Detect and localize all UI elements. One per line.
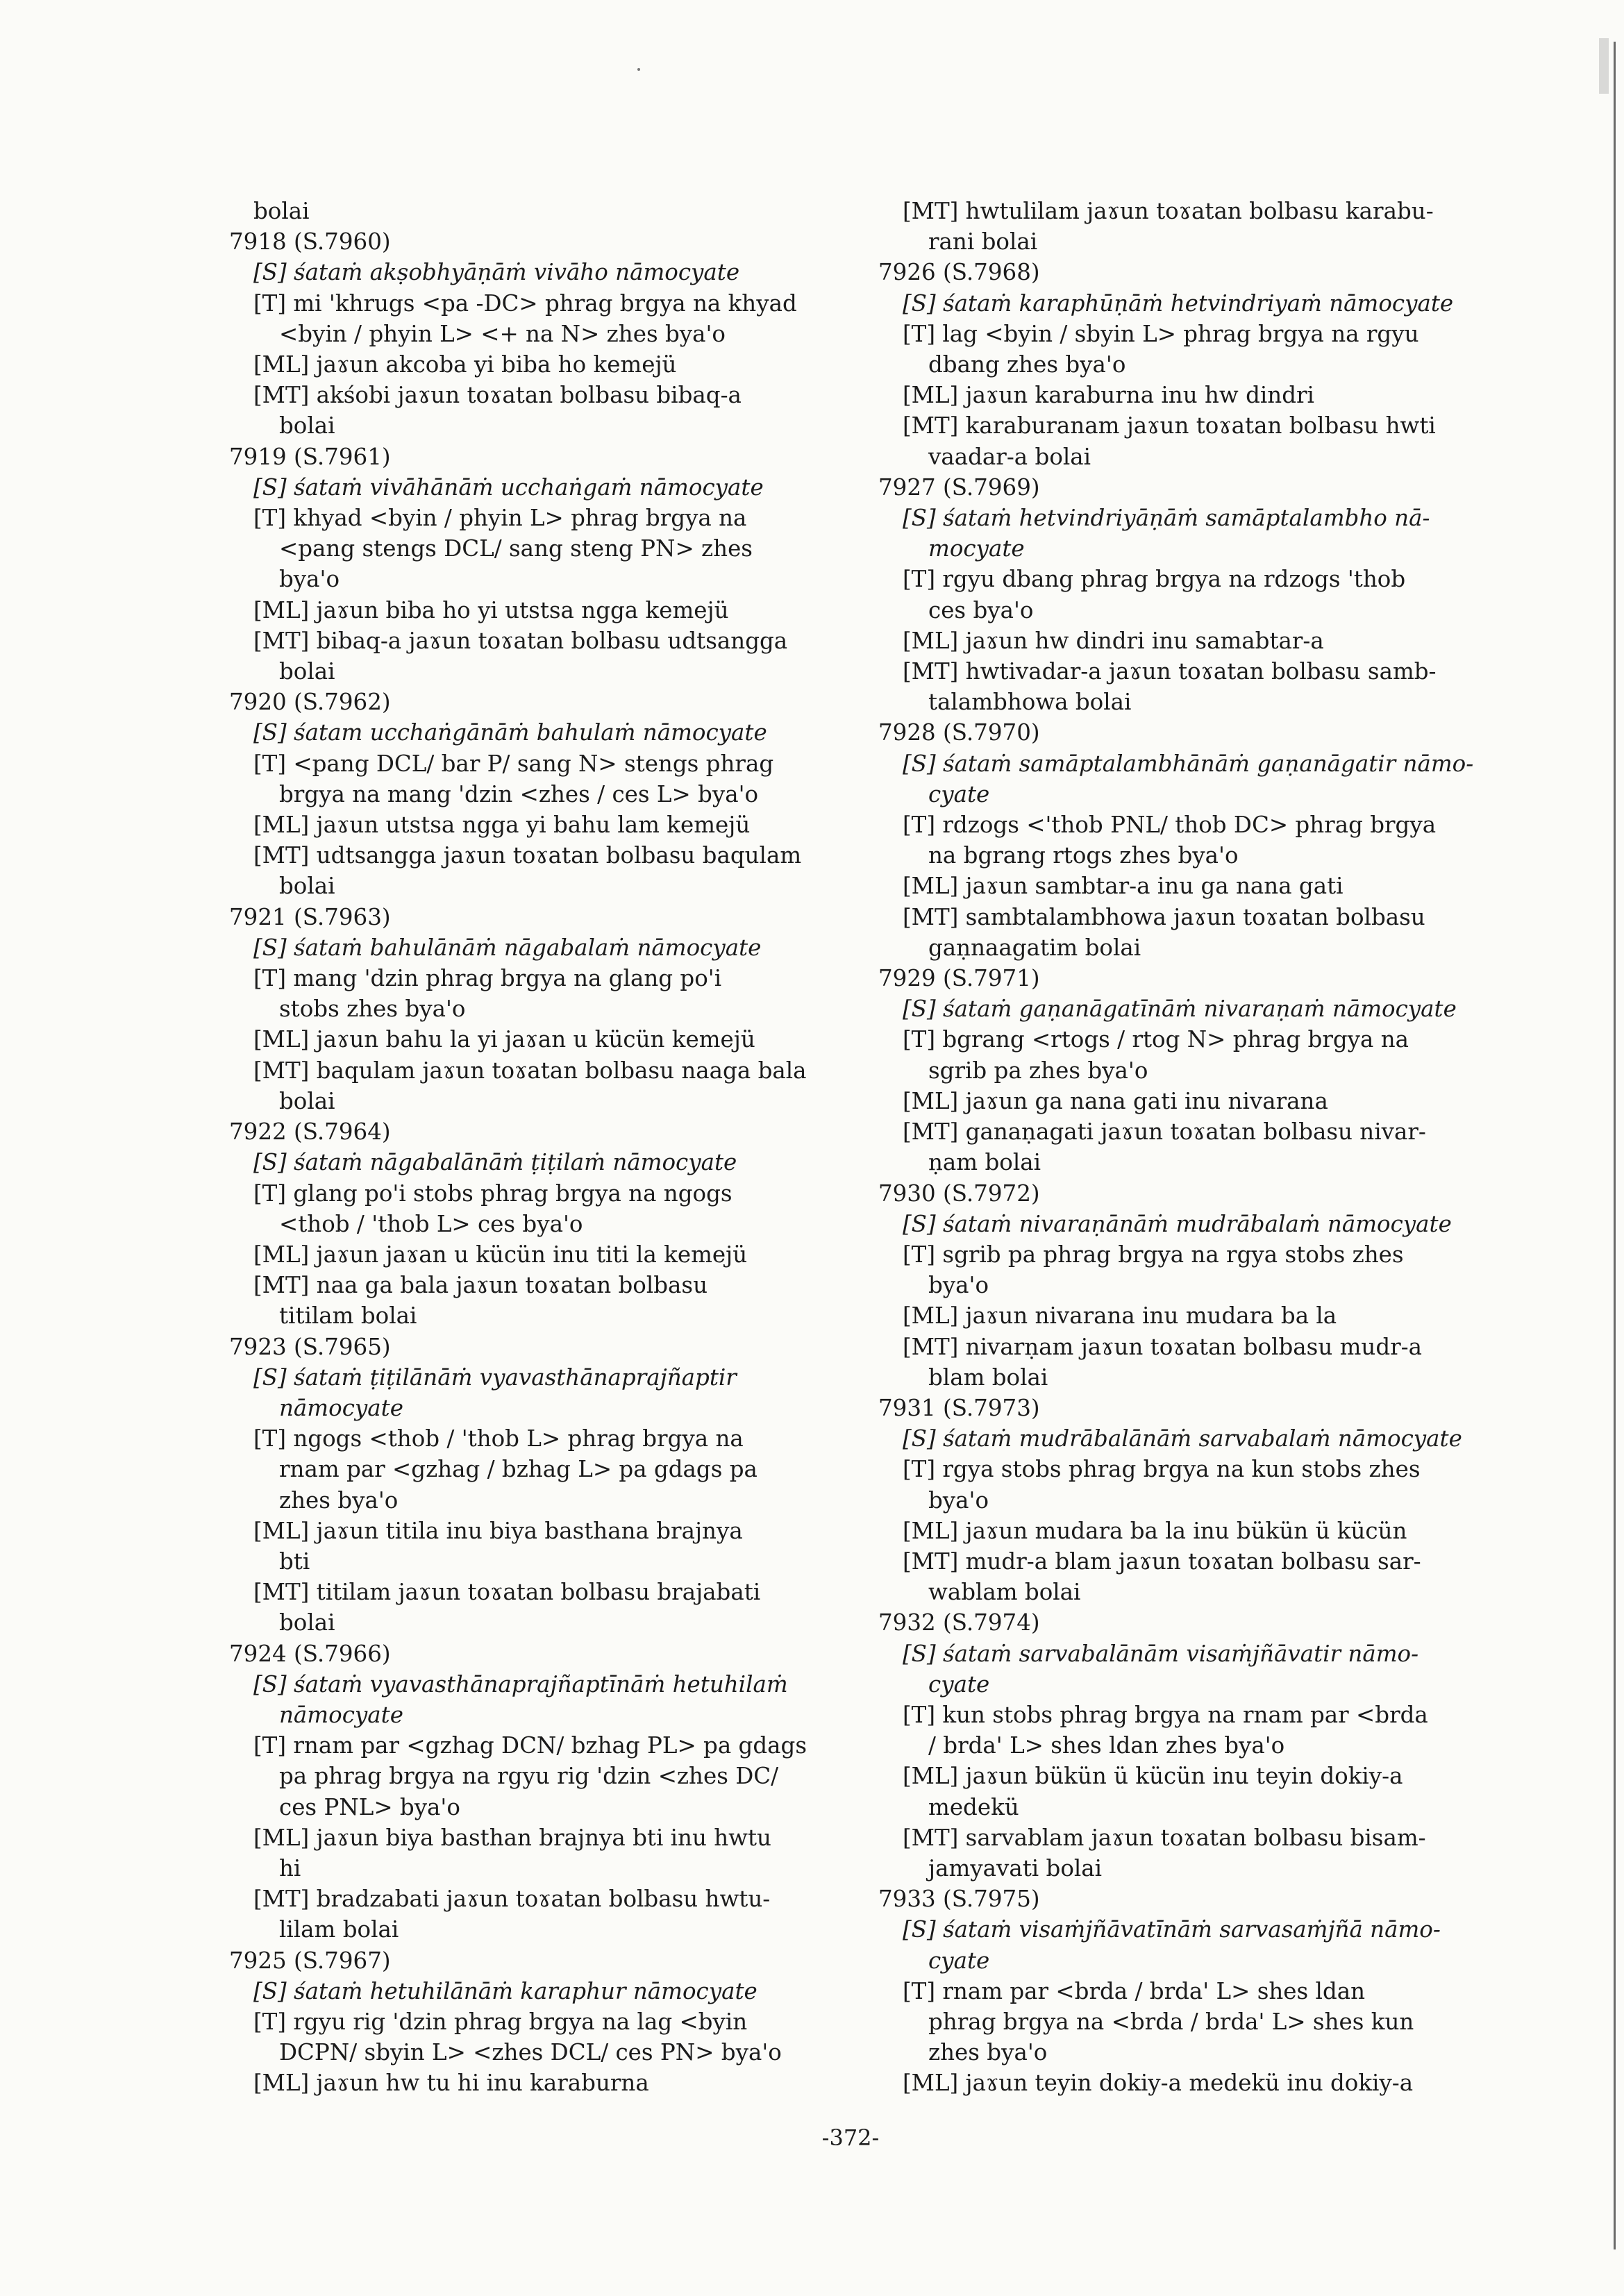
scan-speck — [637, 68, 640, 71]
entry-line: [T] rgya stobs phrag brgya na kun stobs zhes — [903, 1456, 1421, 1483]
entry-line: [ML] jaɤun utstsa ngga yi bahu lam kemejü — [253, 812, 751, 839]
entry-line: [ML] jaɤun teyin dokiy-a medekü inu dokiy-a — [903, 2070, 1414, 2097]
entry-continuation: DCPN/ sbyin L> <zhes DCL/ ces PN> bya'o — [279, 2039, 782, 2066]
entry-continuation: zhes bya'o — [928, 2039, 1048, 2066]
entry-continuation: rnam par <gzhag / bzhag L> pa gdags pa — [279, 1456, 757, 1483]
entry-continuation: bolai — [279, 658, 335, 685]
entry-continuation: medekü — [928, 1793, 1019, 1820]
entry-continuation: bya'o — [928, 1272, 989, 1299]
entry-number: 7921 (S.7963) — [229, 903, 391, 930]
entry-continuation: dbang zhes bya'o — [928, 351, 1126, 378]
entry-continuation: rani bolai — [928, 228, 1038, 255]
entry-continuation: <byin / phyin L> <+ na N> zhes bya'o — [279, 320, 726, 347]
entry-continuation: cyate — [928, 780, 990, 807]
entry-line: [ML] jaɤun hw tu hi inu karaburna — [253, 2070, 649, 2097]
entry-line: [MT] hwtivadar-a jaɤun toɤatan bolbasu samb- — [903, 658, 1437, 685]
entry-continuation: wablam bolai — [928, 1579, 1081, 1606]
entry-continuation: nāmocyate — [279, 1394, 403, 1421]
entry-line: [S] śatam ucchaṅgānāṁ bahulaṁ nāmocyate — [253, 719, 767, 746]
entry-continuation: na bgrang rtogs zhes bya'o — [928, 842, 1239, 869]
entry-line: [T] sgrib pa phrag brgya na rgya stobs zhes — [903, 1241, 1404, 1268]
entry-line: [MT] nivarṇam jaɤun toɤatan bolbasu mudr-a — [903, 1333, 1423, 1360]
entry-line: [T] rnam par <gzhag DCN/ bzhag PL> pa gdags — [253, 1732, 807, 1759]
entry-line: [S] śataṁ vyavasthānaprajñaptīnāṁ hetuhilaṁ — [253, 1670, 788, 1698]
entry-line: [ML] jaɤun ga nana gati inu nivarana — [903, 1087, 1328, 1114]
entry-continuation: titilam bolai — [279, 1302, 417, 1330]
entry-line: [S] śataṁ mudrābalānāṁ sarvabalaṁ nāmocyate — [903, 1425, 1462, 1452]
right-column — [878, 196, 1510, 2099]
entry-continuation: cyate — [928, 1670, 990, 1698]
entry-continuation: bya'o — [279, 566, 340, 593]
entry-line: [S] śataṁ akṣobhyāṇāṁ vivāho nāmocyate — [253, 259, 740, 286]
entry-line: [T] rgyu rig 'dzin phrag brgya na lag <byin — [253, 2008, 748, 2035]
left-column — [229, 196, 861, 2099]
entry-number: 7931 (S.7973) — [878, 1394, 1040, 1421]
entry-continuation: / brda' L> shes ldan zhes bya'o — [928, 1732, 1285, 1759]
entry-line: [ML] jaɤun jaɤan u kücün inu titi la kemejü — [253, 1241, 748, 1268]
entry-line: [MT] titilam jaɤun toɤatan bolbasu brajabati — [253, 1579, 761, 1606]
entry-line: [MT] naa ga bala jaɤun toɤatan bolbasu — [253, 1272, 708, 1299]
page-number: -372- — [821, 2125, 880, 2151]
entry-number: 7925 (S.7967) — [229, 1947, 391, 1974]
entry-continuation: bolai — [279, 1609, 335, 1636]
entry-line: [MT] bradzabati jaɤun toɤatan bolbasu hwtu- — [253, 1886, 771, 1913]
entry-line: [ML] jaɤun bahu la yi jaɤan u kücün kemejü — [253, 1026, 755, 1053]
entry-number: 7927 (S.7969) — [878, 474, 1040, 501]
entry-continuation: <thob / 'thob L> ces bya'o — [279, 1210, 583, 1237]
entry-number: 7926 (S.7968) — [878, 259, 1040, 286]
entry-number: 7930 (S.7972) — [878, 1180, 1040, 1207]
entry-continuation: bti — [279, 1548, 310, 1575]
entry-number: 7928 (S.7970) — [878, 719, 1040, 746]
entry-number: 7918 (S.7960) — [229, 228, 391, 255]
entry-line: [T] mang 'dzin phrag brgya na glang po'i — [253, 965, 722, 992]
entry-number: 7922 (S.7964) — [229, 1118, 391, 1146]
entry-line: [S] śataṁ karaphūṇāṁ hetvindriyaṁ nāmocyate — [903, 290, 1454, 317]
entry-line: [MT] akśobi jaɤun toɤatan bolbasu bibaq-a — [253, 382, 742, 409]
entry-line: [S] śataṁ hetuhilānāṁ karaphur nāmocyate — [253, 1977, 757, 2004]
entry-line: [T] ngogs <thob / 'thob L> phrag brgya na — [253, 1425, 744, 1452]
entry-line: [T] khyad <byin / phyin L> phrag brgya na — [253, 505, 747, 532]
entry-line: [T] rdzogs <'thob PNL/ thob DC> phrag brgya — [903, 812, 1437, 839]
entry-line: [ML] jaɤun nivarana inu mudara ba la — [903, 1302, 1337, 1330]
entry-number: 7933 (S.7975) — [878, 1886, 1040, 1913]
entry-line: [MT] sambtalambhowa jaɤun toɤatan bolbasu — [903, 903, 1425, 930]
entry-continuation: jamyavati bolai — [928, 1854, 1103, 1882]
entry-line: [ML] jaɤun karaburna inu hw dindri — [903, 382, 1314, 409]
entry-line: [ML] jaɤun akcoba yi biba ho kemejü — [253, 351, 677, 378]
entry-line: [T] rgyu dbang phrag brgya na rdzogs 'thob — [903, 566, 1406, 593]
entry-line: [T] lag <byin / sbyin L> phrag brgya na rgyu — [903, 320, 1419, 347]
entry-continuation: <pang stengs DCL/ sang steng PN> zhes — [279, 535, 753, 562]
entry-line: [MT] ganaṇagati jaɤun toɤatan bolbasu nivar- — [903, 1118, 1426, 1146]
entry-line: [S] śataṁ nāgabalānāṁ ṭiṭilaṁ nāmocyate — [253, 1149, 737, 1176]
entry-line: [T] mi 'khrugs <pa -DC> phrag brgya na khyad — [253, 290, 797, 317]
entry-number: 7924 (S.7966) — [229, 1640, 391, 1667]
entry-continuation: vaadar-a bolai — [928, 443, 1091, 470]
entry-continuation: bolai — [279, 412, 335, 439]
entry-number: 7923 (S.7965) — [229, 1333, 391, 1360]
entry-line: [MT] baqulam jaɤun toɤatan bolbasu naaga bala — [253, 1057, 807, 1084]
entry-continuation: bya'o — [928, 1486, 989, 1514]
scan-edge-line — [1614, 42, 1616, 2249]
entry-number: 7920 (S.7962) — [229, 689, 391, 716]
entry-line: [S] śataṁ ṭiṭilānāṁ vyavasthānaprajñaptir — [253, 1364, 737, 1391]
scan-mark — [1599, 38, 1609, 94]
entry-continuation: gaṇnaagatim bolai — [928, 934, 1141, 961]
entry-continuation: ces bya'o — [928, 596, 1034, 623]
entry-continuation: bolai — [279, 1087, 335, 1114]
entry-line: [S] śataṁ hetvindriyāṇāṁ samāptalambho nā- — [903, 505, 1430, 532]
entry-line: [MT] sarvablam jaɤun toɤatan bolbasu bisam- — [903, 1824, 1426, 1851]
entry-line: [S] śataṁ gaṇanāgatīnāṁ nivaraṇaṁ nāmocyate — [903, 996, 1457, 1023]
entry-line: [S] śataṁ samāptalambhānāṁ gaṇanāgatir nāmo- — [903, 750, 1474, 777]
entry-continuation: lilam bolai — [279, 1916, 399, 1943]
entry-line: bolai — [253, 198, 310, 224]
entry-continuation: zhes bya'o — [279, 1486, 399, 1514]
entry-number: 7929 (S.7971) — [878, 965, 1040, 992]
entry-line: [T] glang po'i stobs phrag brgya na ngogs — [253, 1180, 733, 1207]
entry-continuation: stobs zhes bya'o — [279, 996, 466, 1023]
entry-line: [T] kun stobs phrag brgya na rnam par <brda — [903, 1701, 1428, 1728]
entry-line: [MT] bibaq-a jaɤun toɤatan bolbasu udtsangga — [253, 627, 788, 654]
entry-continuation: ces PNL> bya'o — [279, 1793, 460, 1820]
entry-continuation: pa phrag brgya na rgyu rig 'dzin <zhes DC/ — [279, 1763, 779, 1790]
entry-line: [MT] karaburanam jaɤun toɤatan bolbasu hwti — [903, 412, 1436, 439]
entry-number: 7919 (S.7961) — [229, 443, 391, 470]
entry-continuation: talambhowa bolai — [928, 689, 1132, 716]
entry-continuation: nāmocyate — [279, 1701, 403, 1728]
entry-line: [MT] udtsangga jaɤun toɤatan bolbasu baqulam — [253, 842, 802, 869]
entry-line: [S] śataṁ bahulānāṁ nāgabalaṁ nāmocyate — [253, 934, 762, 961]
entry-line: [ML] jaɤun mudara ba la inu bükün ü kücün — [903, 1517, 1407, 1544]
entry-continuation: brgya na mang 'dzin <zhes / ces L> bya'o — [279, 780, 759, 807]
entry-line: [ML] jaɤun titila inu biya basthana brajnya — [253, 1517, 743, 1544]
entry-line: [T] rnam par <brda / brda' L> shes ldan — [903, 1977, 1366, 2004]
entry-line: [ML] jaɤun biya basthan brajnya bti inu hwtu — [253, 1824, 771, 1851]
entry-line: [S] śataṁ nivaraṇānāṁ mudrābalaṁ nāmocyate — [903, 1210, 1452, 1237]
entry-line: [ML] jaɤun sambtar-a inu ga nana gati — [903, 873, 1343, 900]
entry-line: [MT] mudr-a blam jaɤun toɤatan bolbasu sar- — [903, 1548, 1421, 1575]
entry-line: [T] bgrang <rtogs / rtog N> phrag brgya na — [903, 1026, 1409, 1053]
entry-continuation: sgrib pa zhes bya'o — [928, 1057, 1148, 1084]
entry-continuation: ṇam bolai — [928, 1149, 1041, 1176]
entry-continuation: blam bolai — [928, 1364, 1048, 1391]
entry-line: [MT] hwtulilam jaɤun toɤatan bolbasu karabu- — [903, 198, 1434, 224]
entry-line: [S] śataṁ vivāhānāṁ ucchaṅgaṁ nāmocyate — [253, 474, 764, 501]
entry-continuation: cyate — [928, 1947, 990, 1974]
entry-line: [ML] jaɤun hw dindri inu samabtar-a — [903, 627, 1324, 654]
entry-continuation: hi — [279, 1854, 301, 1882]
entry-line: [T] <pang DCL/ bar P/ sang N> stengs phrag — [253, 750, 774, 777]
entry-line: [ML] jaɤun bükün ü kücün inu teyin dokiy-a — [903, 1763, 1403, 1790]
entry-number: 7932 (S.7974) — [878, 1609, 1040, 1636]
entry-continuation: mocyate — [928, 535, 1025, 562]
entry-continuation: bolai — [279, 873, 335, 900]
entry-line: [S] śataṁ visaṁjñāvatīnāṁ sarvasaṁjñā nāmo- — [903, 1916, 1441, 1943]
entry-line: [S] śataṁ sarvabalānām visaṁjñāvatir nāmo- — [903, 1640, 1419, 1667]
entry-line: [ML] jaɤun biba ho yi utstsa ngga kemejü — [253, 596, 729, 623]
entry-continuation: phrag brgya na <brda / brda' L> shes kun — [928, 2008, 1414, 2035]
